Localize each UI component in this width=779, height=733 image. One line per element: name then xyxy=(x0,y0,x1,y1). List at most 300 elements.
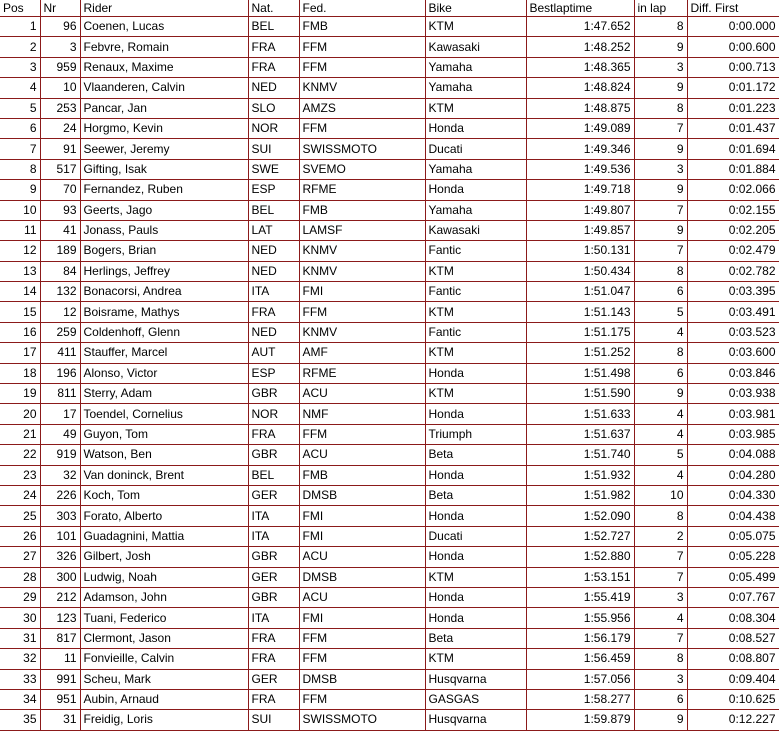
table-row xyxy=(0,547,779,567)
cell-diff-first: 0:08.304 xyxy=(687,608,779,628)
cell-nat: ESP xyxy=(248,363,299,383)
cell-in-lap: 4 xyxy=(634,465,687,485)
table-row xyxy=(0,118,779,138)
cell-rider: Adamson, John xyxy=(80,587,248,607)
table-body xyxy=(0,17,779,731)
cell-fed: FFM xyxy=(299,628,425,648)
cell-pos: 17 xyxy=(0,343,40,363)
cell-nat: BEL xyxy=(248,465,299,485)
cell-in-lap: 9 xyxy=(634,384,687,404)
table-row xyxy=(0,322,779,342)
cell-in-lap: 4 xyxy=(634,608,687,628)
cell-bike: Ducati xyxy=(425,526,526,546)
cell-bike: Yamaha xyxy=(425,159,526,179)
cell-rider: Koch, Tom xyxy=(80,485,248,505)
cell-pos: 33 xyxy=(0,669,40,689)
cell-diff-first: 0:12.227 xyxy=(687,710,779,730)
cell-pos: 22 xyxy=(0,445,40,465)
cell-bike: Honda xyxy=(425,180,526,200)
cell-bestlaptime: 1:58.277 xyxy=(526,689,634,709)
cell-bestlaptime: 1:51.982 xyxy=(526,485,634,505)
cell-nr: 253 xyxy=(40,98,80,118)
cell-nr: 49 xyxy=(40,424,80,444)
cell-fed: SWISSMOTO xyxy=(299,139,425,159)
cell-bestlaptime: 1:50.434 xyxy=(526,261,634,281)
table-row xyxy=(0,17,779,37)
cell-nat: SUI xyxy=(248,139,299,159)
cell-nr: 517 xyxy=(40,159,80,179)
cell-in-lap: 7 xyxy=(634,567,687,587)
cell-nr: 3 xyxy=(40,37,80,57)
cell-nr: 991 xyxy=(40,669,80,689)
cell-diff-first: 0:03.981 xyxy=(687,404,779,424)
cell-pos: 21 xyxy=(0,424,40,444)
cell-rider: Vlaanderen, Calvin xyxy=(80,78,248,98)
cell-diff-first: 0:03.846 xyxy=(687,363,779,383)
cell-bike: Beta xyxy=(425,628,526,648)
cell-nr: 31 xyxy=(40,710,80,730)
cell-nr: 17 xyxy=(40,404,80,424)
cell-in-lap: 9 xyxy=(634,710,687,730)
cell-rider: Clermont, Jason xyxy=(80,628,248,648)
cell-diff-first: 0:05.075 xyxy=(687,526,779,546)
cell-pos: 4 xyxy=(0,78,40,98)
cell-in-lap: 8 xyxy=(634,261,687,281)
cell-pos: 2 xyxy=(0,37,40,57)
cell-bestlaptime: 1:51.175 xyxy=(526,322,634,342)
cell-bike: Beta xyxy=(425,485,526,505)
cell-diff-first: 0:03.600 xyxy=(687,343,779,363)
cell-fed: ACU xyxy=(299,445,425,465)
cell-bestlaptime: 1:51.590 xyxy=(526,384,634,404)
cell-bike: Honda xyxy=(425,363,526,383)
cell-pos: 31 xyxy=(0,628,40,648)
cell-diff-first: 0:02.205 xyxy=(687,220,779,240)
cell-nat: ITA xyxy=(248,282,299,302)
table-row xyxy=(0,669,779,689)
cell-diff-first: 0:03.985 xyxy=(687,424,779,444)
cell-in-lap: 3 xyxy=(634,159,687,179)
cell-nat: SWE xyxy=(248,159,299,179)
cell-nr: 93 xyxy=(40,200,80,220)
cell-nr: 96 xyxy=(40,17,80,37)
cell-rider: Freidig, Loris xyxy=(80,710,248,730)
cell-nat: LAT xyxy=(248,220,299,240)
cell-pos: 35 xyxy=(0,710,40,730)
cell-fed: KNMV xyxy=(299,78,425,98)
cell-diff-first: 0:03.523 xyxy=(687,322,779,342)
cell-nat: BEL xyxy=(248,17,299,37)
table-row xyxy=(0,282,779,302)
cell-bestlaptime: 1:48.824 xyxy=(526,78,634,98)
cell-bike: Husqvarna xyxy=(425,669,526,689)
cell-rider: Seewer, Jeremy xyxy=(80,139,248,159)
cell-diff-first: 0:02.782 xyxy=(687,261,779,281)
cell-bike: Fantic xyxy=(425,282,526,302)
cell-bike: KTM xyxy=(425,98,526,118)
cell-diff-first: 0:01.223 xyxy=(687,98,779,118)
cell-rider: Coldenhoff, Glenn xyxy=(80,322,248,342)
cell-in-lap: 3 xyxy=(634,57,687,77)
cell-nat: GBR xyxy=(248,547,299,567)
cell-diff-first: 0:01.694 xyxy=(687,139,779,159)
cell-nr: 811 xyxy=(40,384,80,404)
cell-fed: DMSB xyxy=(299,485,425,505)
header-nat: Nat. xyxy=(248,0,299,17)
table-row xyxy=(0,302,779,322)
cell-pos: 9 xyxy=(0,180,40,200)
cell-in-lap: 8 xyxy=(634,506,687,526)
cell-pos: 3 xyxy=(0,57,40,77)
cell-bestlaptime: 1:51.637 xyxy=(526,424,634,444)
cell-pos: 19 xyxy=(0,384,40,404)
cell-bestlaptime: 1:52.880 xyxy=(526,547,634,567)
cell-bike: Husqvarna xyxy=(425,710,526,730)
cell-in-lap: 6 xyxy=(634,282,687,302)
cell-bestlaptime: 1:59.879 xyxy=(526,710,634,730)
cell-nr: 10 xyxy=(40,78,80,98)
cell-pos: 32 xyxy=(0,649,40,669)
cell-fed: RFME xyxy=(299,180,425,200)
cell-in-lap: 6 xyxy=(634,363,687,383)
cell-fed: LAMSF xyxy=(299,220,425,240)
cell-rider: Coenen, Lucas xyxy=(80,17,248,37)
cell-pos: 30 xyxy=(0,608,40,628)
table-row xyxy=(0,404,779,424)
cell-in-lap: 9 xyxy=(634,220,687,240)
cell-bike: Fantic xyxy=(425,322,526,342)
cell-diff-first: 0:01.884 xyxy=(687,159,779,179)
cell-nr: 32 xyxy=(40,465,80,485)
cell-nat: NED xyxy=(248,78,299,98)
cell-nr: 24 xyxy=(40,118,80,138)
table-row xyxy=(0,710,779,730)
cell-rider: Watson, Ben xyxy=(80,445,248,465)
header-nr: Nr xyxy=(40,0,80,17)
cell-diff-first: 0:08.807 xyxy=(687,649,779,669)
cell-pos: 12 xyxy=(0,241,40,261)
cell-nat: FRA xyxy=(248,302,299,322)
cell-bestlaptime: 1:53.151 xyxy=(526,567,634,587)
cell-pos: 10 xyxy=(0,200,40,220)
cell-rider: Van doninck, Brent xyxy=(80,465,248,485)
header-rider: Rider xyxy=(80,0,248,17)
cell-diff-first: 0:02.155 xyxy=(687,200,779,220)
cell-pos: 23 xyxy=(0,465,40,485)
cell-nr: 212 xyxy=(40,587,80,607)
cell-in-lap: 7 xyxy=(634,200,687,220)
cell-diff-first: 0:01.172 xyxy=(687,78,779,98)
cell-diff-first: 0:08.527 xyxy=(687,628,779,648)
cell-nr: 91 xyxy=(40,139,80,159)
cell-rider: Horgmo, Kevin xyxy=(80,118,248,138)
cell-rider: Toendel, Cornelius xyxy=(80,404,248,424)
cell-pos: 5 xyxy=(0,98,40,118)
cell-in-lap: 5 xyxy=(634,445,687,465)
table-row xyxy=(0,445,779,465)
cell-in-lap: 8 xyxy=(634,343,687,363)
cell-bestlaptime: 1:49.857 xyxy=(526,220,634,240)
cell-pos: 29 xyxy=(0,587,40,607)
cell-bike: Kawasaki xyxy=(425,37,526,57)
cell-in-lap: 7 xyxy=(634,118,687,138)
cell-diff-first: 0:03.491 xyxy=(687,302,779,322)
cell-pos: 14 xyxy=(0,282,40,302)
cell-nat: GBR xyxy=(248,384,299,404)
header-in-lap: in lap xyxy=(634,0,687,17)
cell-bike: Honda xyxy=(425,587,526,607)
cell-nr: 70 xyxy=(40,180,80,200)
cell-fed: FMB xyxy=(299,465,425,485)
cell-bike: GASGAS xyxy=(425,689,526,709)
cell-nat: ITA xyxy=(248,526,299,546)
cell-bike: Honda xyxy=(425,506,526,526)
cell-nat: GER xyxy=(248,669,299,689)
cell-bestlaptime: 1:55.956 xyxy=(526,608,634,628)
cell-bestlaptime: 1:48.875 xyxy=(526,98,634,118)
cell-bestlaptime: 1:49.718 xyxy=(526,180,634,200)
cell-nr: 300 xyxy=(40,567,80,587)
cell-bestlaptime: 1:50.131 xyxy=(526,241,634,261)
cell-in-lap: 9 xyxy=(634,78,687,98)
cell-rider: Herlings, Jeffrey xyxy=(80,261,248,281)
cell-bestlaptime: 1:51.498 xyxy=(526,363,634,383)
cell-rider: Bogers, Brian xyxy=(80,241,248,261)
cell-nat: NED xyxy=(248,322,299,342)
cell-rider: Fonvieille, Calvin xyxy=(80,649,248,669)
cell-in-lap: 7 xyxy=(634,241,687,261)
cell-fed: FFM xyxy=(299,649,425,669)
cell-pos: 16 xyxy=(0,322,40,342)
cell-nr: 84 xyxy=(40,261,80,281)
cell-bike: Ducati xyxy=(425,139,526,159)
cell-fed: FFM xyxy=(299,424,425,444)
cell-fed: FFM xyxy=(299,302,425,322)
table-row xyxy=(0,689,779,709)
header-diff-first: Diff. First xyxy=(687,0,779,17)
cell-in-lap: 7 xyxy=(634,628,687,648)
cell-nat: FRA xyxy=(248,649,299,669)
cell-bestlaptime: 1:49.346 xyxy=(526,139,634,159)
cell-bike: KTM xyxy=(425,17,526,37)
cell-nat: FRA xyxy=(248,689,299,709)
cell-bestlaptime: 1:47.652 xyxy=(526,17,634,37)
cell-nat: FRA xyxy=(248,57,299,77)
cell-nr: 12 xyxy=(40,302,80,322)
cell-nat: SLO xyxy=(248,98,299,118)
cell-bestlaptime: 1:48.365 xyxy=(526,57,634,77)
cell-pos: 6 xyxy=(0,118,40,138)
table-row xyxy=(0,465,779,485)
cell-bike: Fantic xyxy=(425,241,526,261)
cell-nat: FRA xyxy=(248,37,299,57)
header-pos: Pos xyxy=(0,0,40,17)
cell-rider: Bonacorsi, Andrea xyxy=(80,282,248,302)
cell-fed: NMF xyxy=(299,404,425,424)
cell-pos: 28 xyxy=(0,567,40,587)
cell-rider: Scheu, Mark xyxy=(80,669,248,689)
cell-fed: FMI xyxy=(299,506,425,526)
cell-nat: ITA xyxy=(248,608,299,628)
cell-in-lap: 3 xyxy=(634,587,687,607)
cell-bike: Beta xyxy=(425,445,526,465)
cell-in-lap: 4 xyxy=(634,404,687,424)
table-row xyxy=(0,159,779,179)
cell-fed: RFME xyxy=(299,363,425,383)
cell-nr: 11 xyxy=(40,649,80,669)
cell-nr: 132 xyxy=(40,282,80,302)
cell-rider: Gifting, Isak xyxy=(80,159,248,179)
cell-diff-first: 0:04.088 xyxy=(687,445,779,465)
header-fed: Fed. xyxy=(299,0,425,17)
cell-in-lap: 4 xyxy=(634,322,687,342)
cell-fed: FMB xyxy=(299,200,425,220)
cell-bestlaptime: 1:51.633 xyxy=(526,404,634,424)
cell-diff-first: 0:00.000 xyxy=(687,17,779,37)
table-row xyxy=(0,384,779,404)
cell-bike: Kawasaki xyxy=(425,220,526,240)
cell-nat: FRA xyxy=(248,628,299,648)
cell-bike: Honda xyxy=(425,608,526,628)
cell-nat: GBR xyxy=(248,587,299,607)
cell-bike: Honda xyxy=(425,465,526,485)
table-row xyxy=(0,343,779,363)
cell-fed: ACU xyxy=(299,547,425,567)
cell-rider: Forato, Alberto xyxy=(80,506,248,526)
cell-bike: KTM xyxy=(425,649,526,669)
cell-bestlaptime: 1:57.056 xyxy=(526,669,634,689)
cell-nat: GER xyxy=(248,567,299,587)
cell-bestlaptime: 1:51.143 xyxy=(526,302,634,322)
table-row xyxy=(0,57,779,77)
cell-nr: 41 xyxy=(40,220,80,240)
table-row xyxy=(0,241,779,261)
cell-bestlaptime: 1:56.459 xyxy=(526,649,634,669)
cell-bestlaptime: 1:49.536 xyxy=(526,159,634,179)
cell-fed: AMZS xyxy=(299,98,425,118)
cell-bike: KTM xyxy=(425,261,526,281)
header-bestlaptime: Bestlaptime xyxy=(526,0,634,17)
table-row xyxy=(0,220,779,240)
cell-rider: Geerts, Jago xyxy=(80,200,248,220)
cell-bestlaptime: 1:51.932 xyxy=(526,465,634,485)
cell-rider: Febvre, Romain xyxy=(80,37,248,57)
cell-nat: BEL xyxy=(248,200,299,220)
cell-bestlaptime: 1:52.090 xyxy=(526,506,634,526)
cell-diff-first: 0:05.228 xyxy=(687,547,779,567)
cell-in-lap: 9 xyxy=(634,37,687,57)
cell-bike: Yamaha xyxy=(425,200,526,220)
cell-diff-first: 0:00.600 xyxy=(687,37,779,57)
cell-rider: Tuani, Federico xyxy=(80,608,248,628)
cell-diff-first: 0:04.330 xyxy=(687,485,779,505)
cell-nat: GBR xyxy=(248,445,299,465)
cell-rider: Renaux, Maxime xyxy=(80,57,248,77)
cell-bike: Honda xyxy=(425,547,526,567)
cell-fed: FMI xyxy=(299,282,425,302)
cell-in-lap: 8 xyxy=(634,98,687,118)
cell-rider: Alonso, Victor xyxy=(80,363,248,383)
cell-pos: 7 xyxy=(0,139,40,159)
cell-pos: 24 xyxy=(0,485,40,505)
table-row xyxy=(0,261,779,281)
header-row xyxy=(0,0,779,17)
table-header xyxy=(0,0,779,17)
cell-pos: 1 xyxy=(0,17,40,37)
cell-bike: KTM xyxy=(425,384,526,404)
cell-rider: Gilbert, Josh xyxy=(80,547,248,567)
cell-pos: 34 xyxy=(0,689,40,709)
cell-nat: ITA xyxy=(248,506,299,526)
cell-fed: DMSB xyxy=(299,567,425,587)
cell-diff-first: 0:02.479 xyxy=(687,241,779,261)
cell-nat: NOR xyxy=(248,118,299,138)
cell-nat: SUI xyxy=(248,710,299,730)
cell-in-lap: 9 xyxy=(634,139,687,159)
cell-in-lap: 8 xyxy=(634,649,687,669)
cell-rider: Guadagnini, Mattia xyxy=(80,526,248,546)
cell-fed: FMB xyxy=(299,17,425,37)
cell-bike: Honda xyxy=(425,404,526,424)
cell-fed: SWISSMOTO xyxy=(299,710,425,730)
table-row xyxy=(0,363,779,383)
cell-nat: NED xyxy=(248,261,299,281)
cell-in-lap: 6 xyxy=(634,689,687,709)
cell-nr: 951 xyxy=(40,689,80,709)
cell-bike: KTM xyxy=(425,302,526,322)
table-row xyxy=(0,628,779,648)
table-row xyxy=(0,649,779,669)
cell-diff-first: 0:10.625 xyxy=(687,689,779,709)
cell-nr: 196 xyxy=(40,363,80,383)
table-row xyxy=(0,98,779,118)
cell-fed: FFM xyxy=(299,118,425,138)
cell-diff-first: 0:00.713 xyxy=(687,57,779,77)
cell-fed: AMF xyxy=(299,343,425,363)
cell-diff-first: 0:04.438 xyxy=(687,506,779,526)
cell-nat: ESP xyxy=(248,180,299,200)
table-row xyxy=(0,608,779,628)
cell-nr: 303 xyxy=(40,506,80,526)
cell-in-lap: 3 xyxy=(634,669,687,689)
cell-pos: 20 xyxy=(0,404,40,424)
cell-in-lap: 5 xyxy=(634,302,687,322)
cell-in-lap: 8 xyxy=(634,17,687,37)
cell-fed: DMSB xyxy=(299,669,425,689)
cell-bike: KTM xyxy=(425,343,526,363)
cell-bestlaptime: 1:51.740 xyxy=(526,445,634,465)
cell-in-lap: 9 xyxy=(634,180,687,200)
cell-pos: 11 xyxy=(0,220,40,240)
cell-bestlaptime: 1:56.179 xyxy=(526,628,634,648)
cell-nr: 101 xyxy=(40,526,80,546)
cell-in-lap: 2 xyxy=(634,526,687,546)
cell-diff-first: 0:09.404 xyxy=(687,669,779,689)
cell-bestlaptime: 1:55.419 xyxy=(526,587,634,607)
cell-nr: 919 xyxy=(40,445,80,465)
cell-diff-first: 0:05.499 xyxy=(687,567,779,587)
cell-nr: 959 xyxy=(40,57,80,77)
cell-rider: Ludwig, Noah xyxy=(80,567,248,587)
cell-pos: 25 xyxy=(0,506,40,526)
cell-nr: 189 xyxy=(40,241,80,261)
table-row xyxy=(0,200,779,220)
cell-in-lap: 4 xyxy=(634,424,687,444)
cell-rider: Pancar, Jan xyxy=(80,98,248,118)
cell-fed: FFM xyxy=(299,689,425,709)
cell-rider: Sterry, Adam xyxy=(80,384,248,404)
cell-nat: FRA xyxy=(248,424,299,444)
